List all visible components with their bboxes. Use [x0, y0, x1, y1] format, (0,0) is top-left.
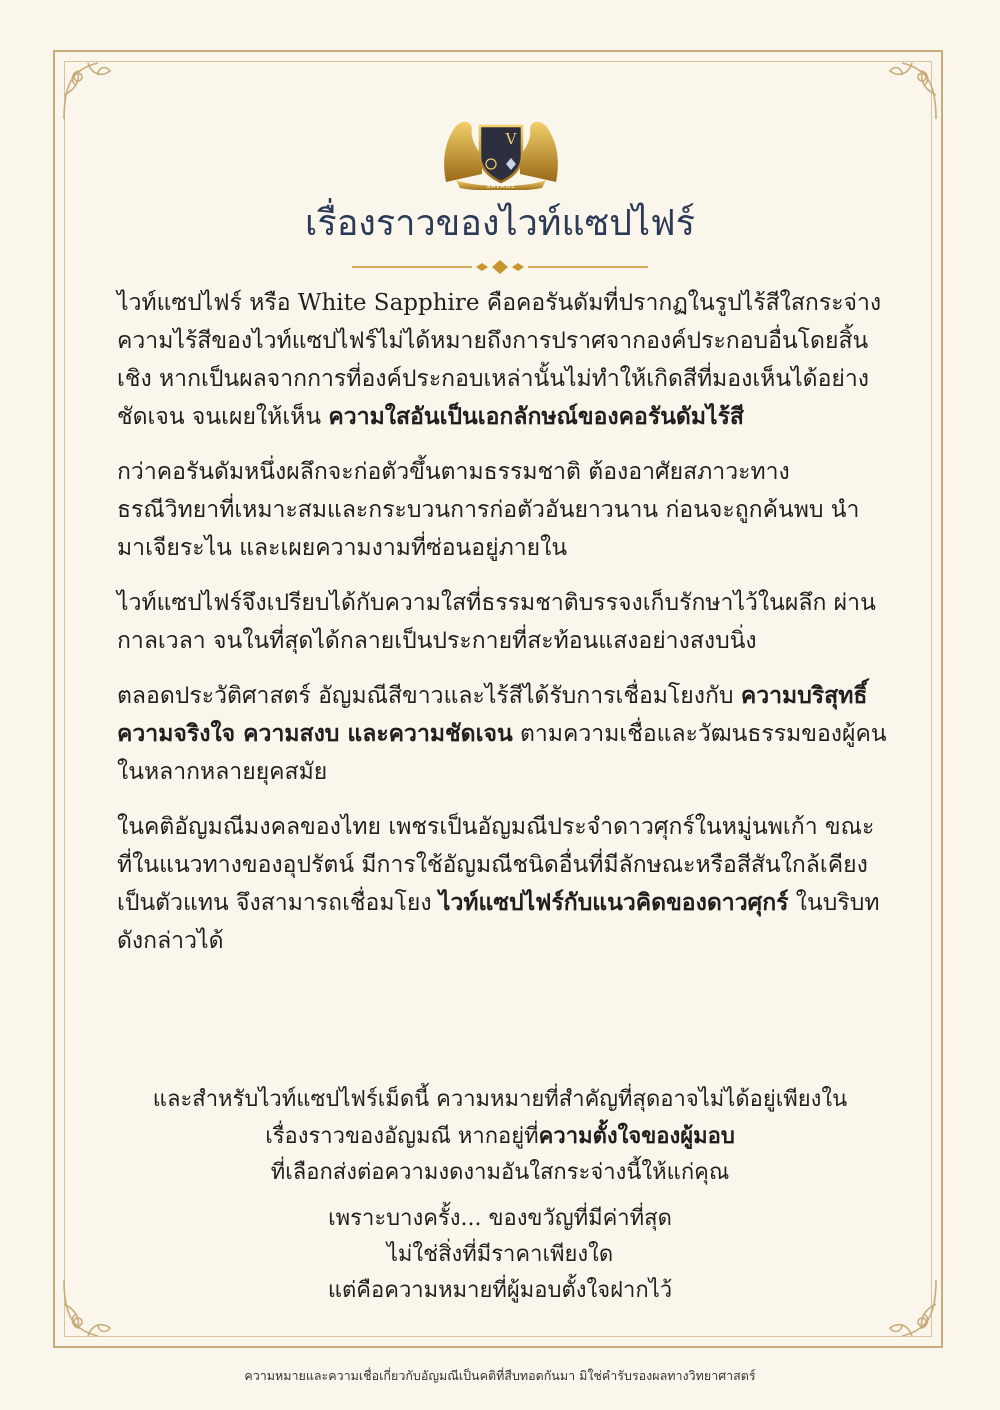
closing-line: ที่เลือกส่งต่อความงดงามอันใสกระจ่างนี้ให้แก่คุณ	[270, 1160, 730, 1185]
paragraph-history: ตลอดประวัติศาสตร์ อัญมณีสีขาวและไร้สีได้รับการเชื่อมโยงกับ ความบริสุทธิ์ ความจริงใจ ความสงบ และความชัดเจน ตามความเชื่อและวัฒนธรรมของผู้คนในหลากหลายยุคสมัย	[117, 682, 887, 785]
corner-flourish-icon	[872, 55, 942, 125]
corner-flourish-icon	[58, 55, 128, 125]
ornamental-divider-icon	[352, 258, 648, 276]
closing-line: และสำหรับไวท์แซปไฟร์เม็ดนี้ ความหมายที่สำคัญที่สุดอาจไม่ได้อยู่เพียงใน	[152, 1087, 848, 1112]
story-body	[117, 284, 887, 977]
closing-line: ไม่ใช่สิ่งที่มีราคาเพียงใด	[386, 1242, 614, 1267]
paragraph-clarity: ไวท์แซปไฟร์จึงเปรียบได้กับความใสที่ธรรมชาติบรรจงเก็บรักษาไว้ในผลึก ผ่านกาลเวลา จนในที่สุดได้กลายเป็นประกายที่สะท้อนแสงอย่างสงบนิ่ง	[117, 590, 876, 654]
paragraph-thai-belief: ในคติอัญมณีมงคลของไทย เพชรเป็นอัญมณีประจำดาวศุกร์ในหมู่นพเก้า ขณะที่ในแนวทางของอุปรัตน์ มีการใช้อัญมณีชนิดอื่นที่มีลักษณะหรือสีสันใกล้เคียงเป็นตัวแทน จึงสามารถเชื่อมโยง ไวท์แซปไฟร์กับแนวคิดของดาวศุกร์ ในบริบทดังกล่าวได้	[117, 814, 880, 954]
emphasis-text: ความตั้งใจของผู้มอบ	[538, 1123, 735, 1149]
lion-crest-icon	[436, 112, 566, 190]
crest-banner-text: SAVAGE	[486, 183, 516, 190]
disclaimer-footnote: ความหมายและความเชื่อเกี่ยวกับอัญมณีเป็นคติที่สืบทอดกันมา มิใช่คำรับรองผลทางวิทยาศาสตร์	[244, 1368, 756, 1383]
closing-line: เพราะบางครั้ง... ของขวัญที่มีค่าที่สุด	[328, 1206, 672, 1231]
paragraph-formation: กว่าคอรันดัมหนึ่งผลึกจะก่อตัวขึ้นตามธรรมชาติ ต้องอาศัยสภาวะทางธรณีวิทยาที่เหมาะสมและกระบวนการก่อตัวอันยาวนาน ก่อนจะถูกค้นพบ นำมาเจียระไน และเผยความงามที่ซ่อนอยู่ภายใน	[117, 459, 860, 561]
crest-monogram: V	[505, 130, 517, 148]
closing-line: แต่คือความหมายที่ผู้มอบตั้งใจฝากไว้	[327, 1278, 673, 1303]
emphasis-text: ความบริสุทธิ์ ความจริงใจ ความสงบ และความชัดเจน	[117, 682, 868, 747]
page-title: เรื่องราวของไวท์แซปไฟร์	[305, 203, 695, 244]
closing-message	[100, 1082, 900, 1309]
emphasis-text: ไวท์แซปไฟร์กับแนวคิดของดาวศุกร์	[438, 889, 789, 916]
emphasis-text: ความใสอันเป็นเอกลักษณ์ของคอรันดัมไร้สี	[328, 403, 744, 430]
closing-line: เรื่องราวของอัญมณี หากอยู่ที่ความตั้งใจของผู้มอบ	[265, 1123, 735, 1149]
paragraph-definition: ไวท์แซปไฟร์ หรือ White Sapphire คือคอรันดัมที่ปรากฏในรูปไร้สีใสกระจ่าง ความไร้สีของไวท์แซปไฟร์ไม่ได้หมายถึงการปราศจากองค์ประกอบอื่นโดยสิ้นเชิง หากเป็นผลจากการที่องค์ประกอบเหล่านั้นไม่ทำให้เกิดสีที่มองเห็นได้อย่างชัดเจน จนเผยให้เห็น ความใสอันเป็นเอกลักษณ์ของคอรันดัมไร้สี	[117, 290, 882, 430]
